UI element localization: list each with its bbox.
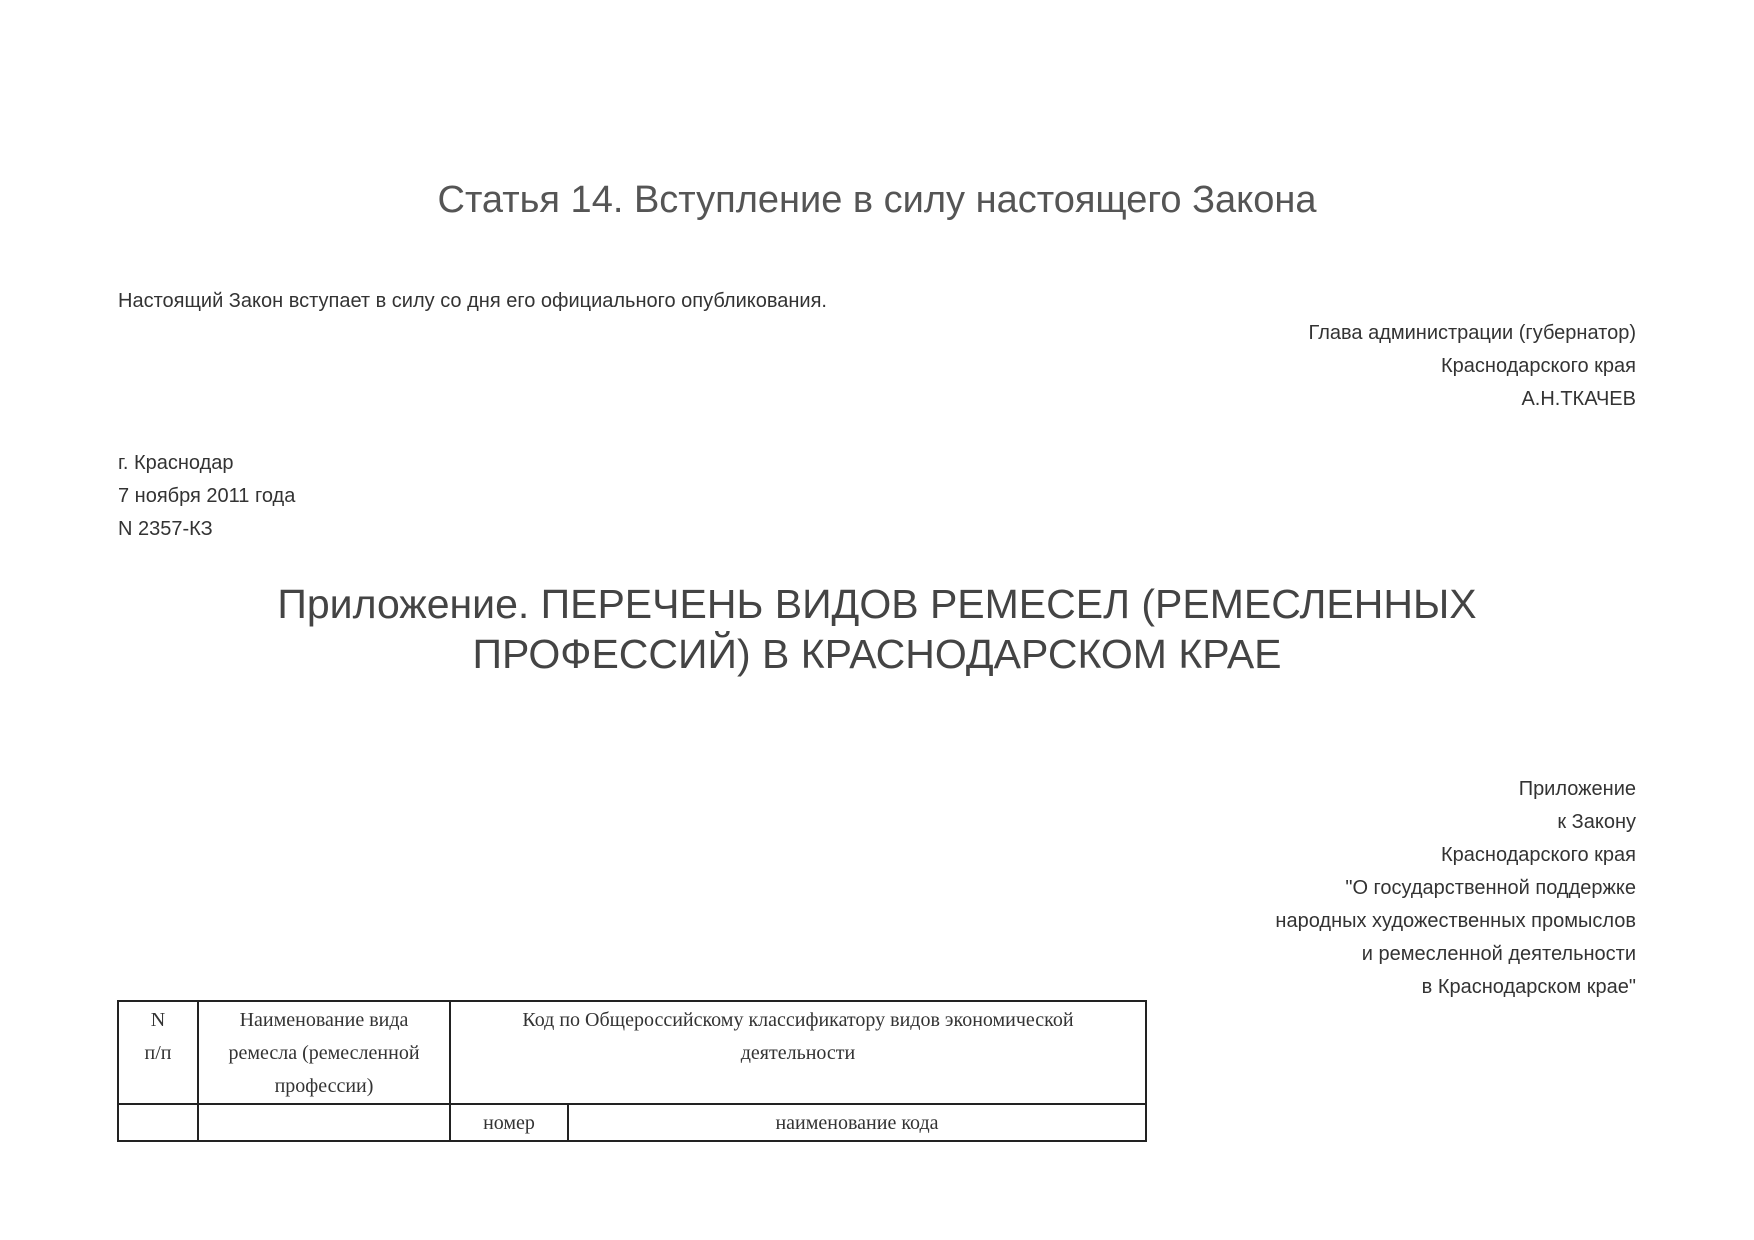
- signature-block: [1309, 317, 1637, 416]
- appendix-ref-line: в Краснодарском крае": [1421, 976, 1636, 998]
- date: 7 ноября 2011 года: [118, 485, 296, 507]
- appendix-ref-line: и ремесленной деятельности: [1361, 943, 1636, 965]
- signature-region: Краснодарского края: [1441, 355, 1636, 377]
- header-craft-name: [198, 1001, 450, 1104]
- header-okved-code: [450, 1001, 1146, 1104]
- signature-position: Глава администрации (губернатор): [1308, 322, 1636, 344]
- header-name-line: ремесла (ремесленной: [228, 1042, 420, 1064]
- subheader-code-number: номер: [450, 1104, 568, 1141]
- header-code-line: деятельности: [740, 1042, 856, 1064]
- header-name-line: профессии): [274, 1075, 374, 1097]
- law-number: N 2357-КЗ: [118, 518, 213, 540]
- crafts-table: [117, 1000, 1147, 1142]
- table-header-row: [118, 1001, 1146, 1104]
- table-subheader-row: [118, 1104, 1146, 1141]
- subheader-name: [198, 1104, 450, 1141]
- article-title: Статья 14. Вступление в силу настоящего Закона: [437, 179, 1317, 221]
- appendix-title-line-1: Приложение. ПЕРЕЧЕНЬ ВИДОВ РЕМЕСЕЛ (РЕМЕСЛЕННЫХ: [277, 581, 1477, 627]
- header-num: [118, 1001, 198, 1104]
- header-num-line: п/п: [144, 1042, 172, 1064]
- appendix-ref-line: Приложение: [1518, 778, 1636, 800]
- appendix-ref-line: к Закону: [1557, 811, 1636, 833]
- header-num-line: N: [150, 1009, 166, 1031]
- subheader-code-name: наименование кода: [568, 1104, 1146, 1141]
- subheader-num: [118, 1104, 198, 1141]
- header-code-line: Код по Общероссийскому классификатору видов экономической: [522, 1009, 1074, 1031]
- appendix-ref-line: Краснодарского края: [1441, 844, 1636, 866]
- appendix-title-line-2: ПРОФЕССИЙ) В КРАСНОДАРСКОМ КРАЕ: [472, 631, 1282, 677]
- signature-name: А.Н.ТКАЧЕВ: [1521, 388, 1636, 410]
- article-text: Настоящий Закон вступает в силу со дня его официального опубликования.: [118, 290, 827, 312]
- appendix-reference: [1275, 773, 1636, 1004]
- city: г. Краснодар: [118, 452, 234, 474]
- header-name-line: Наименование вида: [239, 1009, 409, 1031]
- appendix-title: [0, 579, 1754, 679]
- place-date-block: [118, 447, 295, 546]
- appendix-ref-line: народных художественных промыслов: [1275, 910, 1636, 932]
- appendix-ref-line: "О государственной поддержке: [1345, 877, 1636, 899]
